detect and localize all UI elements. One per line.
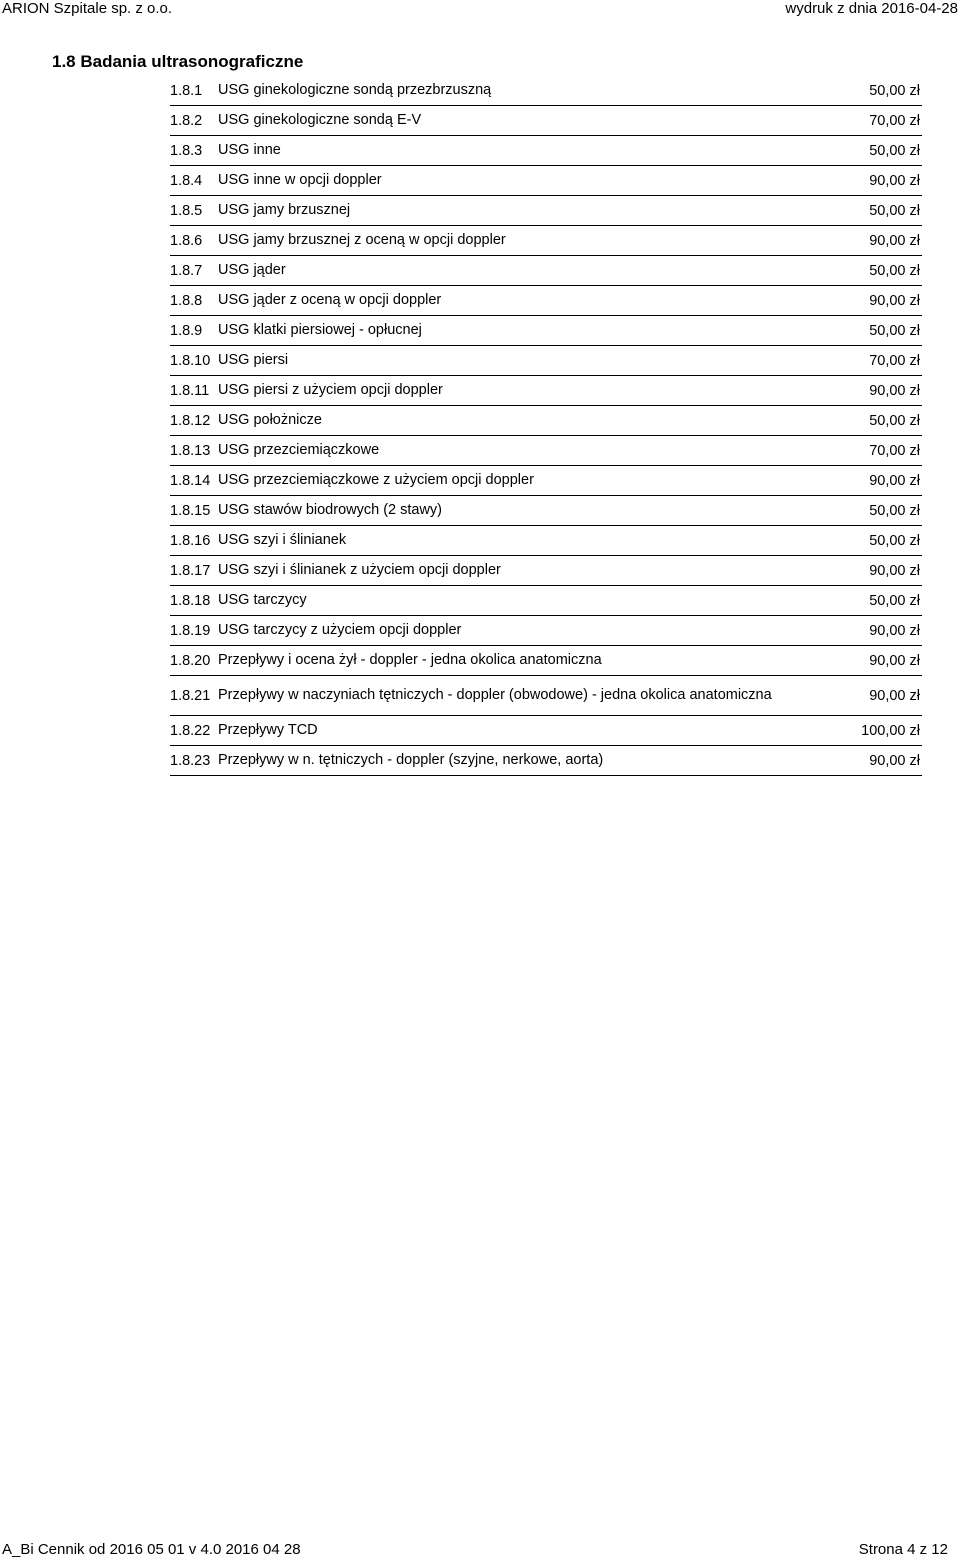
price-row	[170, 136, 922, 166]
item-price: 90,00 zł	[869, 752, 920, 769]
price-row	[170, 466, 922, 496]
item-price: 50,00 zł	[869, 202, 920, 219]
item-price: 50,00 zł	[869, 82, 920, 99]
item-description: Przepływy w n. tętniczych - doppler (szyjne, nerkowe, aorta)	[218, 752, 604, 768]
item-price: 50,00 zł	[869, 592, 920, 609]
item-description: USG jąder	[218, 262, 286, 278]
item-number: 1.8.9	[170, 322, 203, 339]
item-number: 1.8.16	[170, 532, 211, 549]
item-description: USG jamy brzusznej z oceną w opcji doppler	[218, 232, 506, 248]
item-description: USG ginekologiczne sondą przezbrzuszną	[218, 82, 492, 98]
price-row	[170, 76, 922, 106]
item-description: USG klatki piersiowej - opłucnej	[218, 322, 422, 338]
price-row	[170, 646, 922, 676]
item-number: 1.8.12	[170, 412, 211, 429]
item-description: USG inne w opcji doppler	[218, 172, 382, 188]
price-row	[170, 616, 922, 646]
item-description: USG jamy brzusznej	[218, 202, 351, 218]
item-number: 1.8.20	[170, 652, 211, 669]
item-price: 90,00 zł	[869, 687, 920, 704]
item-description: Przepływy w naczyniach tętniczych - doppler (obwodowe) - jedna okolica anatomiczna	[218, 687, 772, 703]
print-date: wydruk z dnia 2016-04-28	[785, 0, 958, 17]
item-price: 50,00 zł	[869, 262, 920, 279]
price-list	[170, 76, 922, 776]
price-row	[170, 316, 922, 346]
item-price: 90,00 zł	[869, 292, 920, 309]
item-price: 90,00 zł	[869, 382, 920, 399]
item-number: 1.8.7	[170, 262, 203, 279]
item-description: USG tarczycy	[218, 592, 307, 608]
price-row	[170, 196, 922, 226]
page-footer	[0, 1541, 960, 1561]
price-row	[170, 436, 922, 466]
item-description: Przepływy i ocena żył - doppler - jedna okolica anatomiczna	[218, 652, 602, 668]
item-description: USG jąder z oceną w opcji doppler	[218, 292, 442, 308]
company-name: ARION Szpitale sp. z o.o.	[2, 0, 173, 17]
price-row	[170, 556, 922, 586]
item-price: 90,00 zł	[869, 622, 920, 639]
item-number: 1.8.8	[170, 292, 203, 309]
item-description: USG szyi i ślinianek	[218, 532, 347, 548]
price-row	[170, 256, 922, 286]
price-row	[170, 106, 922, 136]
item-description: USG tarczycy z użyciem opcji doppler	[218, 622, 462, 638]
page-number: Strona 4 z 12	[858, 1541, 948, 1558]
item-description: USG piersi	[218, 352, 289, 368]
price-row	[170, 496, 922, 526]
item-number: 1.8.5	[170, 202, 203, 219]
item-number: 1.8.22	[170, 722, 211, 739]
price-row	[170, 376, 922, 406]
item-number: 1.8.1	[170, 82, 203, 99]
item-number: 1.8.15	[170, 502, 211, 519]
item-number: 1.8.21	[170, 687, 211, 704]
page-header	[0, 0, 960, 22]
item-description: USG piersi z użyciem opcji doppler	[218, 382, 443, 398]
item-price: 100,00 zł	[861, 722, 920, 739]
item-number: 1.8.23	[170, 752, 211, 769]
item-price: 90,00 zł	[869, 232, 920, 249]
item-number: 1.8.19	[170, 622, 211, 639]
item-price: 50,00 zł	[869, 532, 920, 549]
document-version: A_Bi Cennik od 2016 05 01 v 4.0 2016 04 28	[2, 1541, 301, 1558]
item-description: USG ginekologiczne sondą E-V	[218, 112, 422, 128]
item-price: 50,00 zł	[869, 412, 920, 429]
item-description: USG inne	[218, 142, 281, 158]
item-price: 70,00 zł	[869, 352, 920, 369]
price-row	[170, 716, 922, 746]
item-number: 1.8.13	[170, 442, 211, 459]
item-number: 1.8.4	[170, 172, 203, 189]
price-row	[170, 346, 922, 376]
price-row	[170, 406, 922, 436]
price-row	[170, 526, 922, 556]
item-number: 1.8.17	[170, 562, 211, 579]
item-price: 90,00 zł	[869, 652, 920, 669]
item-price: 70,00 zł	[869, 442, 920, 459]
item-price: 90,00 zł	[869, 172, 920, 189]
item-number: 1.8.18	[170, 592, 211, 609]
item-number: 1.8.11	[170, 382, 210, 399]
item-number: 1.8.6	[170, 232, 203, 249]
price-row	[170, 746, 922, 776]
item-price: 50,00 zł	[869, 502, 920, 519]
item-price: 50,00 zł	[869, 322, 920, 339]
item-number: 1.8.3	[170, 142, 203, 159]
item-price: 90,00 zł	[869, 562, 920, 579]
price-row	[170, 286, 922, 316]
item-description: Przepływy TCD	[218, 722, 318, 738]
item-description: USG przezciemiączkowe z użyciem opcji doppler	[218, 472, 534, 488]
item-price: 90,00 zł	[869, 472, 920, 489]
item-number: 1.8.14	[170, 472, 211, 489]
item-description: USG przezciemiączkowe	[218, 442, 380, 458]
price-row	[170, 166, 922, 196]
price-row	[170, 586, 922, 616]
item-description: USG położnicze	[218, 412, 322, 428]
item-description: USG szyi i ślinianek z użyciem opcji doppler	[218, 562, 501, 578]
item-description: USG stawów biodrowych (2 stawy)	[218, 502, 443, 518]
item-price: 70,00 zł	[869, 112, 920, 129]
item-number: 1.8.2	[170, 112, 203, 129]
item-number: 1.8.10	[170, 352, 211, 369]
section-title: 1.8 Badania ultrasonograficzne	[52, 52, 304, 71]
price-row	[170, 226, 922, 256]
price-row	[170, 676, 922, 716]
item-price: 50,00 zł	[869, 142, 920, 159]
